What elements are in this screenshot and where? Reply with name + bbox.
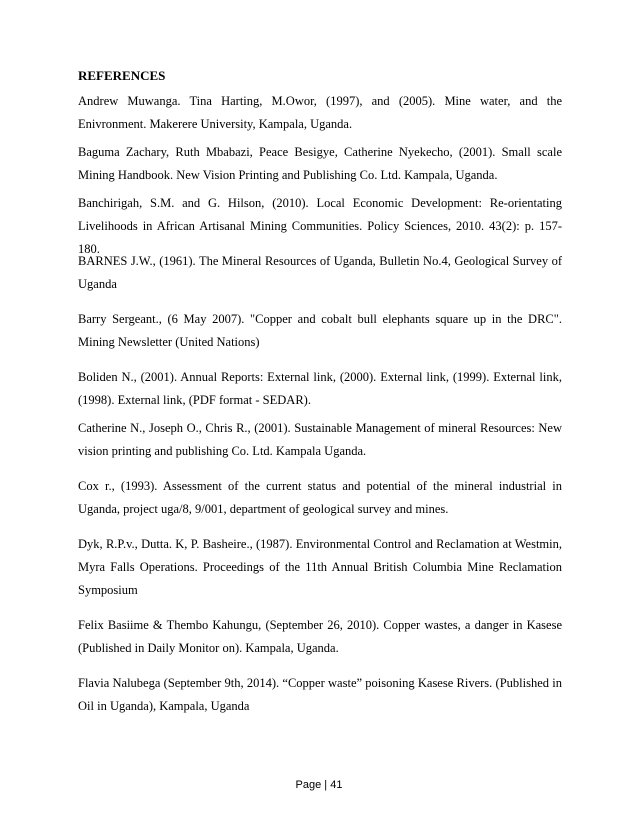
- reference-entry: BARNES J.W., (1961). The Mineral Resources of Uganda, Bulletin No.4, Geological Survey of Uganda: [78, 254, 562, 291]
- reference-entry: Cox r., (1993). Assessment of the current status and potential of the mineral industrial in Uganda, project uga/8, 9/001, department of geological survey and mines.: [78, 479, 562, 516]
- reference-entry: Boliden N., (2001). Annual Reports: External link, (2000). External link, (1999). External link, (1998). External link, (PDF format - SEDAR).: [78, 370, 562, 407]
- reference-entry: Banchirigah, S.M. and G. Hilson, (2010). Local Economic Development: Re-orientating Livelihoods in African Artisanal Mining Communities. Policy Sciences, 2010. 43(2): p. 157-180.: [78, 196, 562, 256]
- reference-entry: Barry Sergeant., (6 May 2007). "Copper and cobalt bull elephants square up in the DRC". Mining Newsletter (United Nations): [78, 312, 562, 349]
- reference-entry: Flavia Nalubega (September 9th, 2014). “Copper waste” poisoning Kasese Rivers. (Published in Oil in Uganda), Kampala, Uganda: [78, 676, 562, 713]
- reference-entry: Dyk, R.P.v., Dutta. K, P. Basheire., (1987). Environmental Control and Reclamation at Westmin, Myra Falls Operations. Proceedings of the 11th Annual British Columbia Mine Reclamation Symposium: [78, 537, 562, 597]
- references-heading: REFERENCES: [78, 68, 166, 83]
- reference-entry: Andrew Muwanga. Tina Harting, M.Owor, (1997), and (2005). Mine water, and the Enivronment. Makerere University, Kampala, Uganda.: [78, 94, 562, 131]
- reference-entry: Catherine N., Joseph O., Chris R., (2001). Sustainable Management of mineral Resources: New vision printing and publishing Co. Ltd. Kampala Uganda.: [78, 421, 562, 458]
- reference-entry: Felix Basiime & Thembo Kahungu, (September 26, 2010). Copper wastes, a danger in Kasese (Published in Daily Monitor on). Kampala, Uganda.: [78, 618, 562, 655]
- reference-entry: Baguma Zachary, Ruth Mbabazi, Peace Besigye, Catherine Nyekecho, (2001). Small scale Mining Handbook. New Vision Printing and Publishing Co. Ltd. Kampala, Uganda.: [78, 145, 562, 182]
- page-number: Page | 41: [295, 779, 343, 791]
